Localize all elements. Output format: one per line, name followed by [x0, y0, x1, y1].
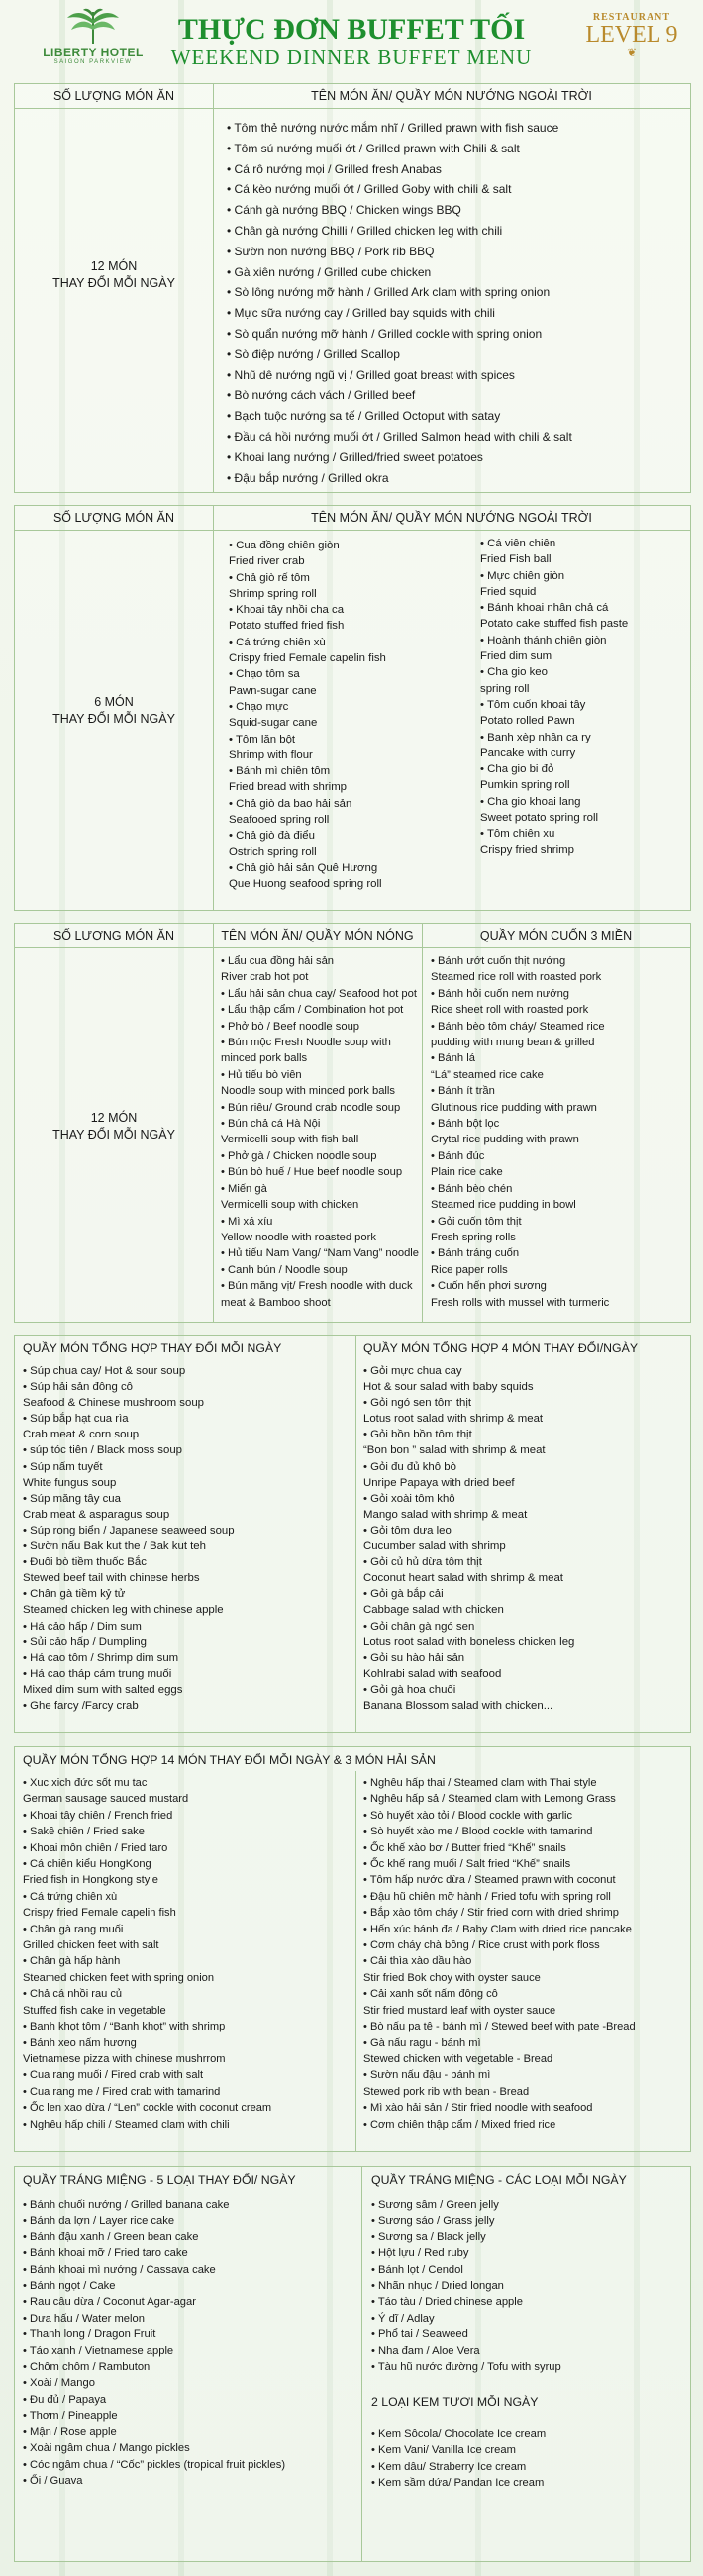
menu-title-vi: THỰC ĐƠN BUFFET TỐI — [177, 13, 526, 46]
list-item: • Bánh ướt cuốn thịt nướng — [431, 955, 566, 967]
list-item: • Gỏi su hào hải sản — [363, 1651, 465, 1664]
list-item: • Gỏi mực chua cay — [363, 1365, 462, 1377]
list-item: minced pork balls — [221, 1052, 308, 1065]
list-item: • Cải thìa xào dầu hào — [363, 1955, 472, 1968]
list-item: • Chôm chôm / Rambuton — [23, 2361, 151, 2374]
list-item: • Sò huyết xào me / Blood cockle with tamarind — [363, 1826, 593, 1838]
menu-title-en: WEEKEND DINNER BUFFET MENU — [170, 46, 533, 69]
list-item: Stir fried Bok choy with oyster sauce — [363, 1971, 541, 1984]
list-item: Ostrich spring roll — [229, 845, 317, 858]
fried-count-note: THAY ĐỔI MỖI NGÀY — [52, 712, 175, 726]
seafood-section — [14, 1746, 691, 2152]
list-item: pudding with mung bean & grilled — [431, 1037, 595, 1049]
list-item: • Sương sâm / Green jelly — [371, 2199, 499, 2211]
list-item: • Thanh long / Dragon Fruit — [23, 2328, 156, 2341]
list-item: • Cá chiên kiểu HongKong — [23, 1858, 151, 1871]
list-item: • Bánh tráng cuốn — [431, 1247, 520, 1260]
list-item: • Cua rang me / Fired crab with tamarind — [23, 2085, 221, 2098]
list-item: • Bánh xeo nấm hương — [23, 2036, 137, 2049]
list-item: • Banh khọt tôm / “Banh khọt” with shrimp — [23, 2021, 226, 2033]
list-item: Fried river crab — [229, 555, 305, 568]
list-item: • Lẩu hải sản chua cay/ Seafood hot pot — [221, 987, 417, 1000]
list-item: • Gỏi chân gà ngó sen — [363, 1620, 475, 1633]
list-item: • Chân gà tiềm kỷ tử — [23, 1588, 126, 1601]
list-item: • Cá trứng chiên xù — [23, 1890, 118, 1903]
list-item: Steamed rice pudding in bowl — [431, 1199, 576, 1212]
list-item: • Bánh hỏi cuốn nem nướng — [431, 987, 570, 1000]
list-item: • Khoai tây nhồi cha ca — [229, 604, 345, 617]
grill-list — [227, 118, 572, 488]
list-item: • Súp măng tây cua — [23, 1492, 121, 1505]
list-item: • Cha gio khoai lang — [480, 795, 581, 808]
list-item: Stuffed fish cake in vegetable — [23, 2004, 166, 2017]
list-item: • Nghêu hấp thai / Steamed clam with Thai style — [363, 1777, 597, 1789]
list-item: • Ốc len xao dừa / “Len” cockle with coconut cream — [23, 2102, 272, 2115]
hotel-subname: SAIGON PARKVIEW — [53, 59, 133, 65]
list-item: • Bún mộc Fresh Noodle soup with — [221, 1037, 391, 1049]
list-item: • Xoài ngâm chua / Mango pickles — [23, 2442, 190, 2455]
list-item: Steamed chicken leg with chinese apple — [23, 1604, 224, 1617]
list-item: • Tôm cuốn khoai tây — [480, 698, 586, 711]
list-item: • Tôm chiên xu — [480, 828, 555, 841]
grill-count-value: 12 MÓN — [90, 259, 138, 273]
list-item: Stewed pork rib with bean - Bread — [363, 2085, 530, 2098]
list-item: • Sườn non nướng BBQ / Pork rib BBQ — [227, 244, 435, 258]
ornament-icon: ❦ — [626, 46, 638, 59]
list-item: • Ốc khế xào bơ / Butter fried “Khế” snails — [363, 1841, 566, 1854]
hot-count — [15, 1110, 213, 1143]
fried-list-left — [229, 538, 386, 893]
dessert-daily-title: QUẦY TRÁNG MIỆNG - 5 LOẠI THAY ĐỔI/ NGÀY — [23, 2173, 296, 2187]
list-item: River crab hot pot — [221, 971, 309, 984]
list-item: Grilled chicken feet with salt — [23, 1939, 159, 1952]
list-item: • Tôm lăn bột — [229, 733, 296, 745]
list-item: Shrimp spring roll — [229, 587, 317, 600]
list-item: • Đậu hũ chiên mỡ hành / Fried tofu with spring roll — [363, 1890, 611, 1903]
list-item: • Phổ tai / Seaweed — [371, 2328, 468, 2341]
hot-count-header: SỐ LƯỢNG MÓN ĂN — [52, 929, 175, 942]
list-item: • Bò nướng cách vách / Grilled beef — [227, 388, 416, 403]
list-item: • Nghêu hấp chili / Steamed clam with chili — [23, 2118, 230, 2130]
list-item: • Cải xanh sốt nấm đông cô — [363, 1988, 498, 2001]
list-item: • Bánh bèo tôm cháy/ Steamed rice — [431, 1020, 605, 1033]
roll-name-header: QUẦY MÓN CUỐN 3 MIỀN — [479, 929, 633, 942]
fried-header-row — [15, 506, 690, 531]
list-item: • Bánh mì chiên tôm — [229, 765, 331, 778]
list-item: • Cánh gà nướng BBQ / Chicken wings BBQ — [227, 203, 461, 218]
list-item: Stewed chicken with vegetable - Bread — [363, 2052, 553, 2065]
list-item: • Cá kèo nướng muối ớt / Grilled Goby with chili & salt — [227, 182, 512, 197]
list-item: • Sương sáo / Grass jelly — [371, 2215, 495, 2228]
list-item: • Cóc ngâm chua / “Cốc” pickles (tropical fruit pickles) — [23, 2458, 286, 2471]
column-divider — [213, 924, 214, 1322]
list-item: • Bún chả cá Hà Nội — [221, 1118, 321, 1131]
list-item: • Gỏi củ hủ dừa tôm thịt — [363, 1556, 482, 1569]
ice-cream-title: 2 LOẠI KEM TƯƠI MỖI NGÀY — [371, 2395, 539, 2409]
list-item: • Đậu bắp nướng / Grilled okra — [227, 470, 389, 485]
list-item: • Phở bò / Beef noodle soup — [221, 1020, 360, 1033]
list-item: • Ý dĩ / Adlay — [371, 2312, 435, 2325]
grill-section — [14, 83, 691, 493]
list-item: • Hoành thánh chiên giòn — [480, 634, 607, 646]
list-item: • Bún riêu/ Ground crab noodle soup — [221, 1101, 401, 1114]
list-item: • Chả giò da bao hải sản — [229, 797, 352, 810]
hot-count-note: THAY ĐỔI MỖI NGÀY — [52, 1128, 175, 1141]
list-item: Crab meat & corn soup — [23, 1429, 140, 1441]
seafood-section-title: QUẦY MÓN TỔNG HỢP 14 MÓN THAY ĐỔI MỖI NGÀY & 3 MÓN HẢI SẢN — [23, 1753, 436, 1767]
list-item: • Cơm cháy chà bông / Rice crust with pork floss — [363, 1939, 600, 1952]
list-item: • Chả giò hải sản Quê Hương — [229, 861, 378, 874]
hot-name-header: TÊN MÓN ĂN/ QUẦY MÓN NÓNG — [221, 929, 414, 942]
list-item: • Đuôi bò tiềm thuốc Bắc — [23, 1556, 147, 1569]
list-item: • Ổi / Guava — [23, 2474, 83, 2487]
list-item: • Bánh chuối nướng / Grilled banana cake — [23, 2199, 230, 2211]
list-item: • Lẩu thập cẩm / Combination hot pot — [221, 1004, 404, 1017]
list-item: • Cuốn hến phơi sương — [431, 1280, 547, 1293]
fried-list-right — [480, 536, 628, 858]
dessert-list-right — [371, 2197, 561, 2375]
restaurant-logo — [582, 12, 681, 58]
column-divider — [213, 506, 214, 910]
list-item: Cucumber salad with shrimp — [363, 1540, 506, 1553]
list-item: • Xoài / Mango — [23, 2377, 95, 2390]
list-item: • Há cao tháp cám trung muối — [23, 1667, 172, 1680]
list-item: Steamed chicken feet with spring onion — [23, 1971, 215, 1984]
list-item: Crytal rice pudding with prawn — [431, 1134, 579, 1146]
list-item: • Khoai tây chiên / French fried — [23, 1809, 173, 1822]
hot-count-value: 12 MÓN — [90, 1111, 138, 1125]
list-item: “Lá” steamed rice cake — [431, 1068, 544, 1081]
list-item: • Chân gà nướng Chilli / Grilled chicken leg with chili — [227, 223, 503, 238]
list-item: Fried Fish ball — [480, 553, 552, 566]
restaurant-label: RESTAURANT — [592, 12, 671, 23]
list-item: • Bánh đậu xanh / Green bean cake — [23, 2230, 199, 2243]
hotel-logo — [34, 6, 152, 73]
list-item: • Sakê chiên / Fried sake — [23, 1826, 145, 1838]
list-item: • Khoai lang nướng / Grilled/fried sweet potatoes — [227, 449, 483, 464]
list-item: • Tôm hấp nước dừa / Steamed prawn with coconut — [363, 1874, 616, 1887]
list-item: spring roll — [480, 682, 530, 695]
list-item: • Gỏi gà hoa chuối — [363, 1683, 456, 1696]
list-item: • Gỏi đu đủ khô bò — [363, 1460, 456, 1473]
column-divider — [355, 1336, 356, 1732]
list-item: • Chả giò đà điểu — [229, 830, 315, 842]
list-item: Pancake with curry — [480, 746, 576, 759]
fried-count — [15, 694, 213, 728]
list-item: • Táo xanh / Vietnamese apple — [23, 2344, 174, 2357]
column-divider — [361, 2167, 362, 2561]
list-item: • Hủ tiếu Nam Vang/ “Nam Vang” noodle — [221, 1247, 420, 1260]
list-item: • Bánh ít trần — [431, 1085, 495, 1098]
list-item: • Cua đồng chiên giòn — [229, 540, 340, 551]
list-item: • Sò huyết xào tỏi / Blood cockle with garlic — [363, 1809, 573, 1822]
fried-count-value: 6 MÓN — [94, 695, 134, 709]
list-item: Crispy fried shrimp — [480, 843, 574, 856]
list-item: meat & Bamboo shoot — [221, 1296, 331, 1309]
list-item: Unripe Papaya with dried beef — [363, 1476, 515, 1489]
list-item: • Nha đam / Aloe Vera — [371, 2344, 480, 2357]
list-item: • Sương sa / Black jelly — [371, 2230, 486, 2243]
list-item: • Súp rong biển / Japanese seaweed soup — [23, 1524, 235, 1536]
list-item: Crab meat & asparagus soup — [23, 1508, 170, 1521]
list-item: Steamed rice roll with roasted pork — [431, 971, 602, 984]
list-item: Mixed dim sum with salted eggs — [23, 1683, 183, 1696]
list-item: Yellow noodle with roasted pork — [221, 1231, 376, 1243]
list-item: Lotus root salad with boneless chicken leg — [363, 1635, 575, 1648]
fried-count-header: SỐ LƯỢNG MÓN ĂN — [52, 511, 175, 525]
list-item: • Đu đủ / Papaya — [23, 2393, 107, 2406]
list-item: • Cá viên chiên — [480, 538, 556, 549]
list-item: • Gỏi tôm dưa leo — [363, 1524, 452, 1536]
column-divider — [213, 84, 214, 492]
list-item: Potato stuffed fried fish — [229, 620, 345, 633]
list-item: Noodle soup with minced pork balls — [221, 1085, 395, 1098]
list-item: Banana Blossom salad with chicken... — [363, 1699, 553, 1712]
list-item: • Gỏi cuốn tôm thịt — [431, 1215, 522, 1228]
list-item: • Chân gà rang muối — [23, 1923, 124, 1935]
list-item: • Bánh da lợn / Layer rice cake — [23, 2215, 175, 2228]
list-item: Vermicelli soup with chicken — [221, 1199, 359, 1212]
list-item: • Miến gà — [221, 1182, 267, 1195]
list-item: Pawn-sugar cane — [229, 684, 317, 697]
fried-section — [14, 505, 691, 911]
list-item: • Sò quẩn nướng mỡ hành / Grilled cockle with spring onion — [227, 326, 543, 341]
list-item: • Thơm / Pineapple — [23, 2410, 118, 2423]
roll-list — [431, 953, 609, 1311]
list-item: • Banh xèp nhân ca ry — [480, 731, 591, 743]
list-item: • Kem sầm dứa/ Pandan Ice cream — [371, 2477, 545, 2490]
list-item: Vermicelli soup with fish ball — [221, 1134, 359, 1146]
list-item: White fungus soup — [23, 1476, 117, 1489]
list-item: Potato rolled Pawn — [480, 715, 575, 728]
list-item: • Ốc khế rang muối / Salt fried “Khế” snails — [363, 1858, 571, 1871]
hotel-name: LIBERTY HOTEL — [43, 46, 144, 59]
list-item: Vietnamese pizza with chinese mushrrom — [23, 2052, 226, 2065]
list-item: • Bánh lá — [431, 1052, 475, 1065]
list-item: Que Huong seafood spring roll — [229, 878, 382, 891]
list-item: • Ghe farcy /Farcy crab — [23, 1699, 139, 1712]
list-item: Squid-sugar cane — [229, 717, 318, 730]
list-item: Pumkin spring roll — [480, 779, 570, 792]
list-item: Sweet potato spring roll — [480, 812, 599, 825]
list-item: • súp tóc tiên / Black moss soup — [23, 1444, 182, 1457]
list-item: • Sủi cảo hấp / Dumpling — [23, 1635, 147, 1648]
list-item: • Mực chiên giòn — [480, 569, 565, 582]
header — [0, 0, 703, 79]
soup-list — [23, 1363, 235, 1714]
list-item: Lotus root salad with shrimp & meat — [363, 1413, 544, 1426]
list-item: • Bắp xào tôm cháy / Stir fried corn with dried shrimp — [363, 1907, 619, 1920]
list-item: • Súp hải sản đông cô — [23, 1381, 134, 1394]
list-item: • Súp chua cay/ Hot & sour soup — [23, 1365, 186, 1377]
list-item: • Tôm thẻ nướng nước mắm nhĩ / Grilled prawn with fish sauce — [227, 121, 559, 135]
list-item: Seafooed spring roll — [229, 814, 330, 827]
list-item: • Phở gà / Chicken noodle soup — [221, 1149, 377, 1162]
list-item: • Bánh khoai nhân chả cá — [480, 602, 609, 615]
list-item: • Mực sữa nướng cay / Grilled bay squids with chili — [227, 306, 495, 321]
list-item: • Gỏi xoài tôm khô — [363, 1492, 455, 1505]
list-item: Potato cake stuffed fish paste — [480, 618, 629, 631]
list-item: Shrimp with flour — [229, 748, 313, 761]
list-item: • Sườn nấu đậu - bánh mì — [363, 2069, 491, 2082]
list-item: • Hột lựu / Red ruby — [371, 2247, 469, 2260]
list-item: Fresh spring rolls — [431, 1231, 516, 1243]
list-item: • Sò lông nướng mỡ hành / Grilled Ark clam with spring onion — [227, 285, 551, 300]
list-item: • Sò điệp nướng / Grilled Scallop — [227, 347, 400, 361]
dessert-all-title: QUẦY TRÁNG MIỆNG - CÁC LOẠI MỖI NGÀY — [371, 2173, 627, 2187]
list-item: • Đầu cá hồi nướng muối ớt / Grilled Salmon head with chili & salt — [227, 429, 572, 444]
list-item: • Mì xá xíu — [221, 1215, 273, 1228]
hot-dish-section — [14, 923, 691, 1323]
list-item: • Mì xào hải sản / Stir fried noodle with seafood — [363, 2102, 593, 2115]
list-item: Stir fried mustard leaf with oyster sauce — [363, 2004, 556, 2017]
list-item: Coconut heart salad with shrimp & meat — [363, 1572, 563, 1585]
list-item: • Há cao tôm / Shrimp dim sum — [23, 1651, 179, 1664]
seafood-list-right — [363, 1775, 636, 2132]
list-item: • Cá rô nướng mọi / Grilled fresh Anabas — [227, 161, 442, 176]
list-item: Crispy fried Female capelin fish — [229, 652, 386, 665]
list-item: • Bánh khoai mì nướng / Cassava cake — [23, 2263, 216, 2276]
grill-count-header: SỐ LƯỢNG MÓN ĂN — [52, 89, 175, 103]
column-divider — [355, 1771, 356, 2151]
list-item: • Bún măng vịt/ Fresh noodle with duck — [221, 1280, 413, 1293]
list-item: • Há cảo hấp / Dim sum — [23, 1620, 142, 1633]
list-item: Seafood & Chinese mushroom soup — [23, 1397, 204, 1410]
list-item: Kohlrabi salad with seafood — [363, 1667, 502, 1680]
list-item: • Nghêu hấp sả / Steamed clam with Lemong Grass — [363, 1793, 616, 1806]
seafood-list-left — [23, 1775, 271, 2132]
list-item: • Hủ tiếu bò viên — [221, 1068, 302, 1081]
list-item: • Chả giò rế tôm — [229, 571, 310, 584]
list-item: • Kem dâu/ Straberry Ice cream — [371, 2460, 527, 2473]
list-item: • Hến xúc bánh đa / Baby Clam with dried rice pancake — [363, 1923, 632, 1935]
list-item: • Tàu hũ nước đường / Tofu with syrup — [371, 2361, 561, 2374]
list-item: • Chân gà hấp hành — [23, 1955, 121, 1968]
hot-header-row — [15, 924, 690, 948]
soup-salad-section — [14, 1335, 691, 1733]
list-item: • Bạch tuộc nướng sa tế / Grilled Octoput with satay — [227, 409, 501, 424]
list-item: • Chạo tôm sa — [229, 668, 300, 681]
list-item: • Gỏi gà bắp cải — [363, 1588, 444, 1601]
list-item: • Bánh bèo chén — [431, 1182, 513, 1195]
list-item: • Bò nấu pa tê - bánh mì / Stewed beef with pate -Bread — [363, 2021, 636, 2033]
grill-count — [15, 258, 213, 292]
list-item: • Táo tàu / Dried chinese apple — [371, 2296, 523, 2309]
list-item: • Bánh lọt / Cendol — [371, 2263, 463, 2276]
ice-cream-list — [371, 2427, 546, 2492]
list-item: • Bún bò huế / Hue beef noodle soup — [221, 1166, 403, 1179]
list-item: • Bánh bột lọc — [431, 1118, 500, 1131]
list-item: Hot & sour salad with baby squids — [363, 1381, 534, 1394]
list-item: • Dưa hấu / Water melon — [23, 2312, 145, 2325]
soup-section-title: QUẦY MÓN TỔNG HỢP THAY ĐỔI MỖI NGÀY — [23, 1341, 282, 1355]
list-item: • Cơm chiên thập cẩm / Mixed fried rice — [363, 2118, 556, 2130]
list-item: • Bánh ngọt / Cake — [23, 2280, 116, 2293]
grill-header-row — [15, 84, 690, 109]
list-item: • Chạo mực — [229, 700, 289, 713]
list-item: Fried dim sum — [480, 650, 552, 663]
list-item: Fried squid — [480, 585, 537, 598]
list-item: Stewed beef tail with chinese herbs — [23, 1572, 200, 1585]
list-item: Mango salad with shrimp & meat — [363, 1508, 528, 1521]
list-item: • Chả cá nhồi rau củ — [23, 1988, 123, 2001]
palm-leaf-icon — [63, 6, 123, 46]
list-item: • Tôm sú nướng muối ớt / Grilled prawn with Chili & salt — [227, 141, 520, 155]
list-item: Crispy fried Female capelin fish — [23, 1907, 176, 1920]
list-item: • Súp bắp hạt cua rìa — [23, 1413, 129, 1426]
list-item: • Gỏi ngó sen tôm thịt — [363, 1397, 472, 1410]
salad-section-title: QUẦY MÓN TỔNG HỢP 4 MÓN THAY ĐỔI/NGÀY — [363, 1341, 639, 1355]
list-item: • Xuc xich đức sốt mu tac — [23, 1777, 148, 1789]
list-item: “Bon bon ” salad with shrimp & meat — [363, 1444, 546, 1457]
list-item: • Kem Vani/ Vanilla Ice cream — [371, 2444, 516, 2457]
dessert-section — [14, 2166, 691, 2562]
restaurant-level: LEVEL 9 — [585, 22, 678, 48]
list-item: • Canh bún / Noodle soup — [221, 1263, 348, 1276]
list-item: • Lẩu cua đồng hải sản — [221, 955, 335, 967]
list-item: Glutinous rice pudding with prawn — [431, 1101, 597, 1114]
list-item: • Mận / Rose apple — [23, 2426, 117, 2438]
list-item: • Cha gio bi đỏ — [480, 763, 554, 776]
list-item: German sausage sauced mustard — [23, 1793, 189, 1806]
list-item: • Khoai môn chiên / Fried taro — [23, 1841, 168, 1854]
list-item: • Nhãn nhục / Dried longan — [371, 2280, 504, 2293]
grill-count-note: THAY ĐỔI MỖI NGÀY — [52, 276, 175, 290]
list-item: Plain rice cake — [431, 1166, 503, 1179]
list-item: • Gà nấu ragu - bánh mì — [363, 2036, 481, 2049]
fried-name-header: TÊN MÓN ĂN/ QUẦY MÓN NƯỚNG NGOÀI TRỜI — [311, 511, 592, 525]
list-item: Rice sheet roll with roasted pork — [431, 1004, 589, 1017]
list-item: • Gà xiên nướng / Grilled cube chicken — [227, 264, 432, 279]
list-item: • Kem Sôcola/ Chocolate Ice cream — [371, 2428, 547, 2440]
hot-dish-list — [221, 953, 419, 1311]
list-item: • Sườn nấu Bak kut the / Bak kut teh — [23, 1540, 206, 1553]
dessert-list-left — [23, 2197, 285, 2489]
list-item: • Bánh khoai mỡ / Fried taro cake — [23, 2247, 188, 2260]
list-item: • Súp nấm tuyết — [23, 1460, 103, 1473]
list-item: • Cua rang muối / Fired crab with salt — [23, 2069, 204, 2082]
list-item: • Cha gio keo — [480, 666, 548, 679]
list-item: Fried fish in Hongkong style — [23, 1874, 158, 1887]
column-divider — [422, 924, 423, 1322]
list-item: • Gỏi bồn bồn tôm thịt — [363, 1429, 472, 1441]
list-item: Cabbage salad with chicken — [363, 1604, 504, 1617]
list-item: • Rau câu dừa / Coconut Agar-agar — [23, 2296, 196, 2309]
grill-name-header: TÊN MÓN ĂN/ QUẦY MÓN NƯỚNG NGOÀI TRỜI — [311, 89, 592, 103]
list-item: Rice paper rolls — [431, 1263, 508, 1276]
list-item: • Cá trứng chiên xù — [229, 636, 326, 648]
salad-list — [363, 1363, 574, 1714]
list-item: • Nhũ dê nướng ngũ vị / Grilled goat breast with spices — [227, 367, 515, 382]
list-item: Fried bread with shrimp — [229, 781, 348, 794]
list-item: Fresh rolls with mussel with turmeric — [431, 1296, 610, 1309]
list-item: • Bánh đúc — [431, 1149, 485, 1162]
